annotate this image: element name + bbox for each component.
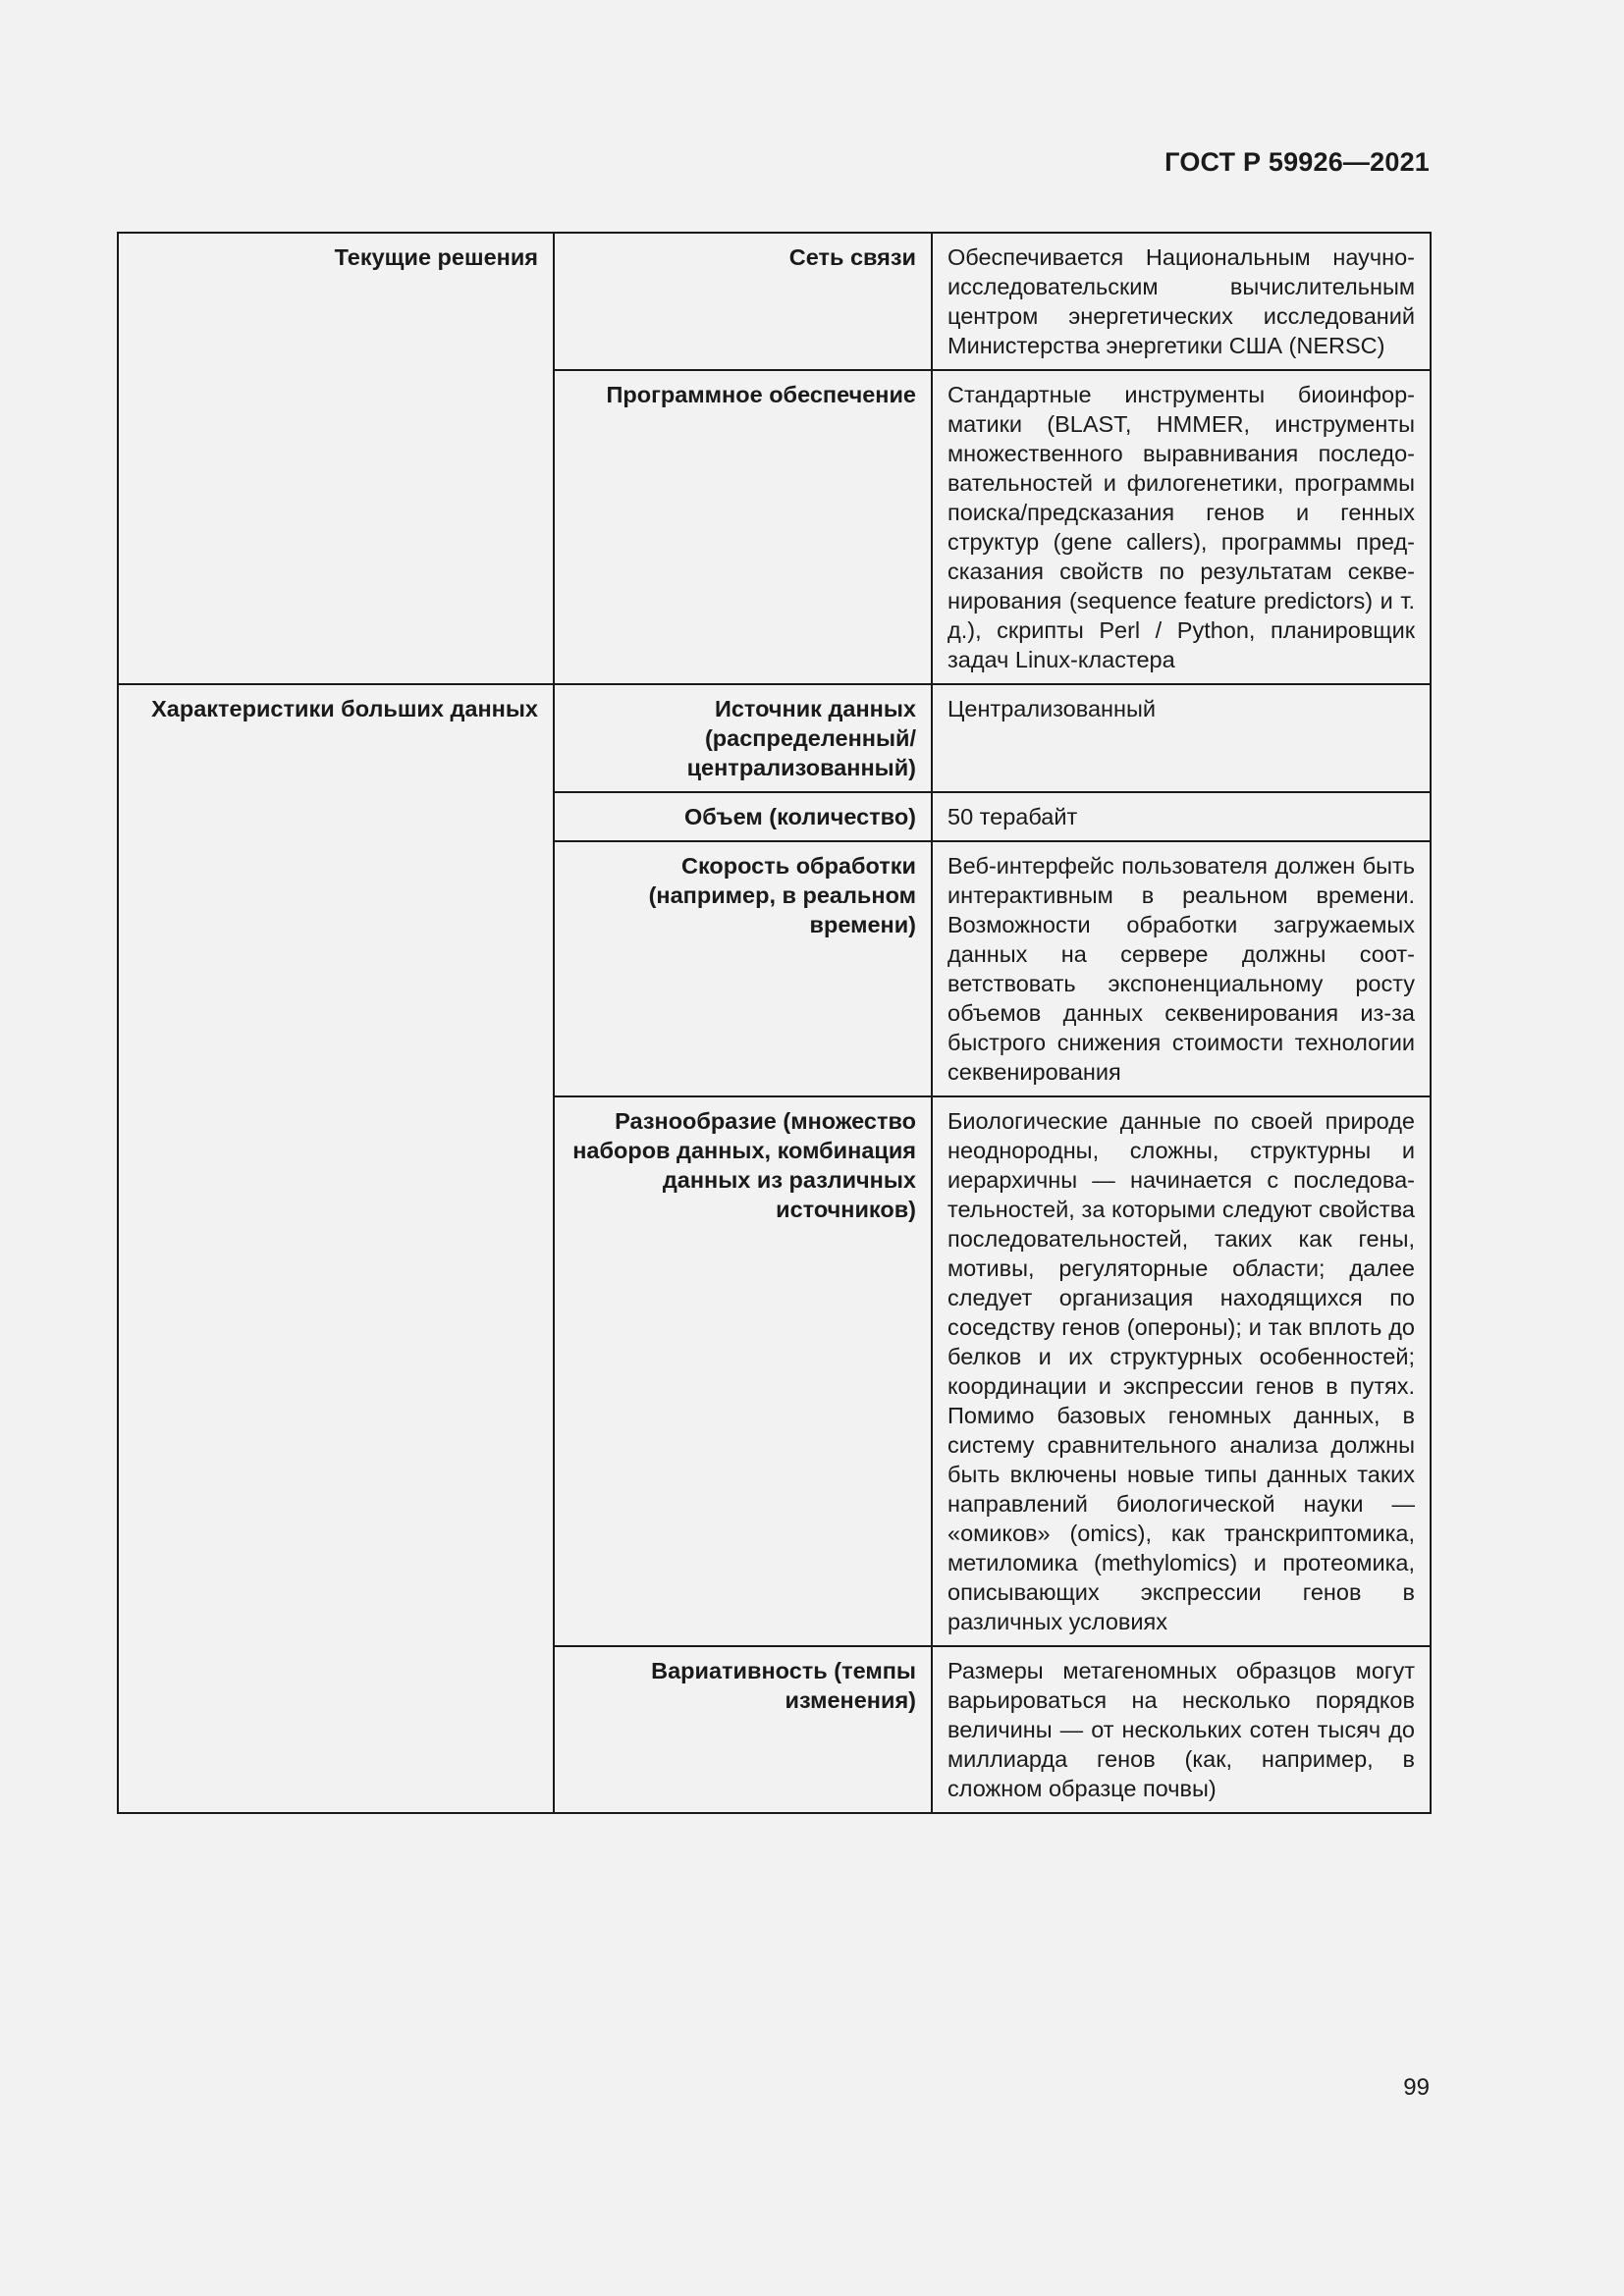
property-cell: Программное обеспечение bbox=[554, 370, 932, 684]
property-cell: Сеть связи bbox=[554, 233, 932, 370]
property-cell: Источник данных (распределенный/ централизованный) bbox=[554, 684, 932, 792]
value-cell: Стандартные инструменты биоинформатики (BLAST, HMMER, инструменты множественного выравнивания последовательностей и филогенетики, программы поиска/предсказания генов и генных структур (gene callers), программы предсказания свойств по результатам секвенирования (sequence feature predictors) и т. д.), скрипты Perl / Python, планировщик задач Linux-кластера bbox=[932, 370, 1431, 684]
property-cell: Разнообразие (множество наборов данных, комбинация данных из различных источников) bbox=[554, 1096, 932, 1646]
value-cell: Обеспечивается Национальным научно-исследовательским вычислительным центром энергетических исследований Министерства энергетики США (NERSC) bbox=[932, 233, 1431, 370]
value-cell: Биологические данные по своей природе неоднородны, сложны, структурны и иерархичны — начинается с последовательностей, за которыми следуют свойства последовательностей, таких как гены, мотивы, регуляторные области; далее следует организация находящихся по соседству генов (опероны); и так вплоть до белков и их структурных особенностей; координации и экспрессии генов в путях. Помимо базовых геномных данных, в систему сравнительного анализа должны быть включены новые типы данных таких направлений биологической науки — «омиков» (omics), как транскриптомика, метиломика (methylomics) и протеомика, описывающих экспрессии генов в различных условиях bbox=[932, 1096, 1431, 1646]
property-cell: Объем (количество) bbox=[554, 792, 932, 841]
category-cell: Характеристики больших данных bbox=[118, 684, 554, 1813]
value-cell: Централизованный bbox=[932, 684, 1431, 792]
category-cell: Текущие решения bbox=[118, 233, 554, 684]
value-cell: Размеры метагеномных образцов могут варьироваться на несколько порядков величины — от нескольких сотен тысяч до миллиарда генов (как, например, в сложном образце почвы) bbox=[932, 1646, 1431, 1813]
value-cell: 50 терабайт bbox=[932, 792, 1431, 841]
document-code: ГОСТ Р 59926—2021 bbox=[1164, 147, 1430, 177]
table-row bbox=[118, 684, 1431, 792]
value-cell: Веб-интерфейс пользователя должен быть интерактивным в реальном времени. Возможности обработки загружаемых данных на сервере должны соответствовать экспоненциальному росту объемов данных секвенирования из-за быстрого снижения стоимости технологии секвенирования bbox=[932, 841, 1431, 1096]
table-row bbox=[118, 233, 1431, 370]
property-cell: Скорость обработки (например, в реальном времени) bbox=[554, 841, 932, 1096]
page-number: 99 bbox=[1403, 2074, 1430, 2101]
property-cell: Вариативность (темпы изменения) bbox=[554, 1646, 932, 1813]
specification-table bbox=[117, 232, 1432, 1814]
